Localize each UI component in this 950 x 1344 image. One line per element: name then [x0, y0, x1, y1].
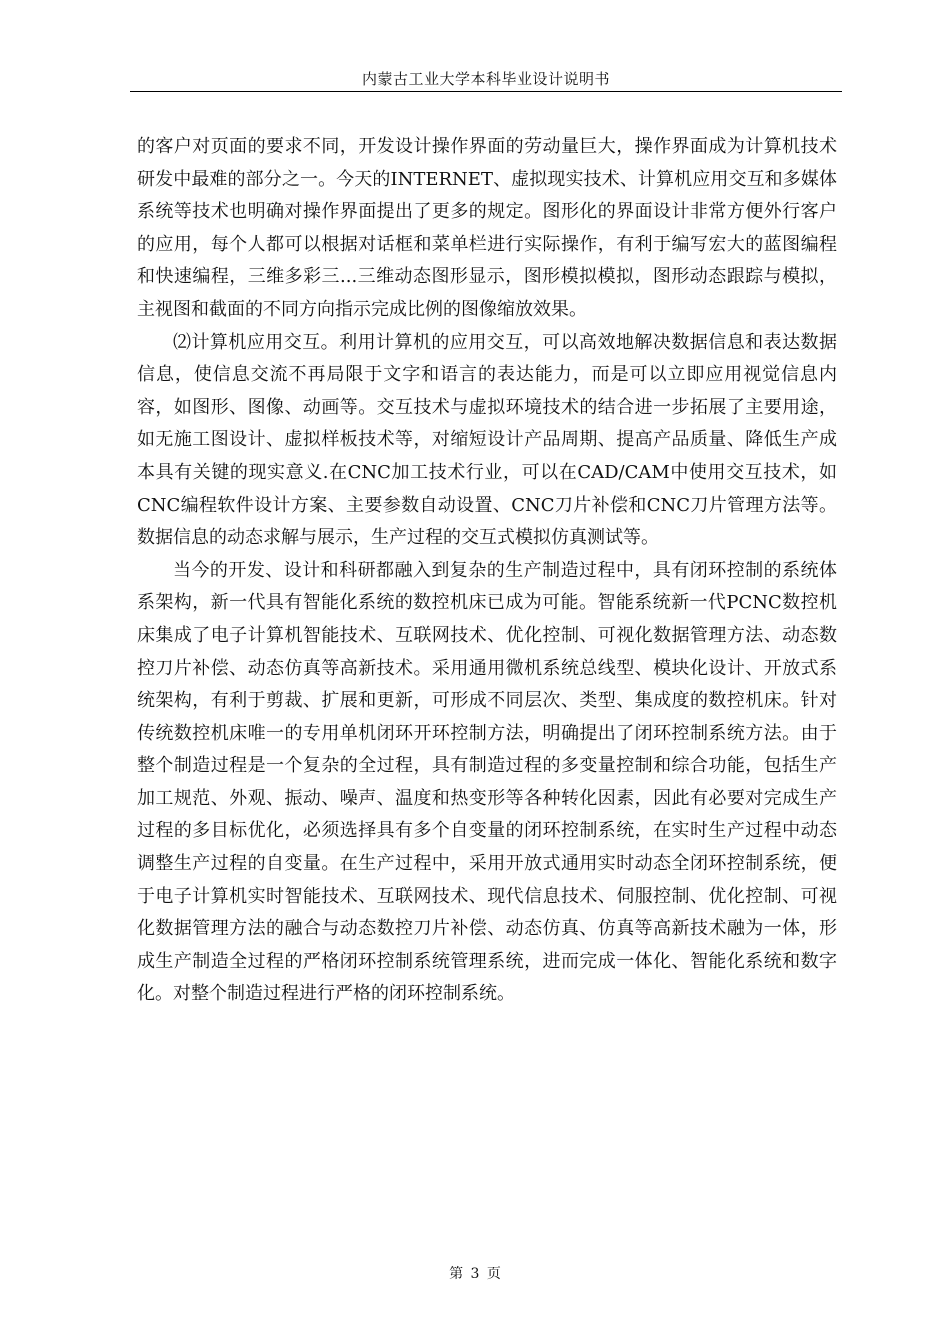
paragraph-computer-interaction: ⑵计算机应用交互。利用计算机的应用交互，可以高效地解决数据信息和表达数据信息，使信息交流不再局限于文字和语言的表达能力，而是可以立即应用视觉信息内容，如图形、图像、动画等。交互技术与虚拟环境技术的结合进一步拓展了主要用途，如无施工图设计、虚拟样板技术等，对缩短设计产品周期、提高产品质量、降低生产成本具有关键的现实意义.在CNC加工技术行业，可以在CAD/CAM中使用交互技术，如CNC编程软件设计方案、主要参数自动设置、CNC刀片补偿和CNC刀片管理方法等。数据信息的动态求解与展示，生产过程的交互式模拟仿真测试等。 [137, 331, 837, 549]
paragraph-continuation: 的客户对页面的要求不同，开发设计操作界面的劳动量巨大，操作界面成为计算机技术研发中最难的部分之一。今天的INTERNET、虚拟现实技术、计算机应用交互和多媒体系统等技术也明确对操作界面提出了更多的规定。图形化的界面设计非常方便外行客户的应用，每个人都可以根据对话框和菜单栏进行实际操作，有利于编写宏大的蓝图编程和快速编程，三维多彩三...三维动态图形显示，图形模拟模拟，图形动态跟踪与模拟，主视图和截面的不同方向指示完成比例的图像缩放效果。 [137, 136, 837, 320]
page-number: 第 3 页 [449, 1266, 501, 1282]
page-header-title: 内蒙古工业大学本科毕业设计说明书 [361, 70, 610, 88]
header-divider [130, 91, 842, 92]
document-body [137, 131, 837, 1011]
paragraph-closed-loop-control: 当今的开发、设计和科研都融入到复杂的生产制造过程中，具有闭环控制的系统体系架构，新一代具有智能化系统的数控机床已成为可能。智能系统新一代PCNC数控机床集成了电子计算机智能技术、互联网技术、优化控制、可视化数据管理方法、动态数控刀片补偿、动态仿真等高新技术。采用通用微机系统总线型、模块化设计、开放式系统架构，有利于剪裁、扩展和更新，可形成不同层次、类型、集成度的数控机床。针对传统数控机床唯一的专用单机闭环开环控制方法，明确提出了闭环控制系统方法。由于整个制造过程是一个复杂的全过程，具有制造过程的多变量控制和综合功能，包括生产加工规范、外观、振动、噪声、温度和热变形等各种转化因素，因此有必要对完成生产过程的多目标优化，必须选择具有多个自变量的闭环控制系统，在实时生产过程中动态调整生产过程的自变量。在生产过程中，采用开放式通用实时动态全闭环控制系统，便于电子计算机实时智能技术、互联网技术、现代信息技术、伺服控制、优化控制、可视化数据管理方法的融合与动态数控刀片补偿、动态仿真、仿真等高新技术融为一体，形成生产制造全过程的严格闭环控制系统管理系统，进而完成一体化、智能化系统和数字化。对整个制造过程进行严格的闭环控制系统。 [137, 559, 837, 1005]
